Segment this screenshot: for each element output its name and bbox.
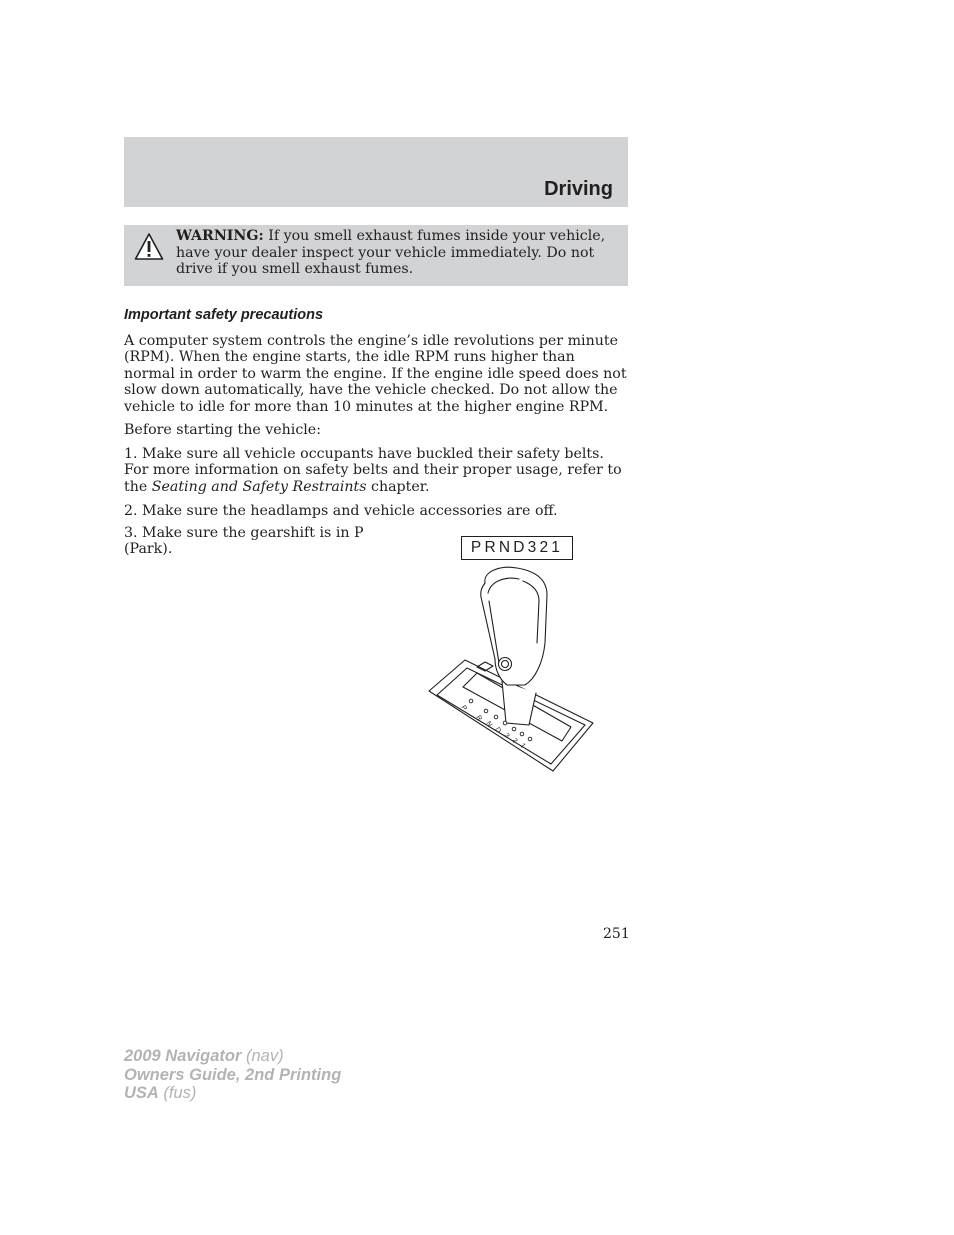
step-1-paragraph <box>124 446 629 495</box>
section-title: Driving <box>544 178 613 200</box>
intro-paragraph: A computer system controls the engine’s idle revolutions per minute (RPM). When the engine starts, the idle RPM runs higher than normal in order to warm the engine. If the engine idle speed does not slow down automatically, have the vehicle checked. Do not allow the vehicle to idle for more than 10 minutes at the higher engine RPM. <box>124 333 627 415</box>
warning-label: WARNING: <box>176 228 264 244</box>
gate-label-3: 3 <box>502 732 511 740</box>
gate-label-1: 1 <box>518 742 527 750</box>
gate-label-r: R <box>474 714 483 723</box>
gate-label-2: 2 <box>510 737 519 745</box>
footer-line-1: 2009 Navigator (nav) <box>124 1047 284 1065</box>
warning-box <box>124 225 628 286</box>
gate-label-n: N <box>484 720 493 729</box>
before-starting-paragraph: Before starting the vehicle: <box>124 422 321 438</box>
subheading: Important safety precautions <box>124 307 324 323</box>
step-1-end: chapter. <box>366 478 430 495</box>
footer-line-3: USA (fus) <box>124 1084 197 1102</box>
warning-text: If you smell exhaust fumes inside your vehicle, have your dealer inspect your vehicle immediately. Do not drive if you smell exhaust fumes. <box>176 228 606 278</box>
gear-indicator-label: PRND321 <box>461 536 573 560</box>
footer-line-2: Owners Guide, 2nd Printing <box>124 1065 342 1084</box>
gate-label-p: P <box>459 704 468 713</box>
step-2-paragraph: 2. Make sure the headlamps and vehicle accessories are off. <box>124 503 558 519</box>
chapter-reference: Seating and Safety Restraints <box>151 478 367 495</box>
footer-edition-info <box>124 1047 341 1103</box>
section-header-band <box>124 137 628 207</box>
gearshift-illustration <box>425 563 600 778</box>
step-1-text: 1. Make sure all vehicle occupants have buckled their safety belts. For more information on safety belts and their proper usage, refer to the <box>124 446 622 495</box>
page-number: 251 <box>603 926 630 942</box>
warning-triangle-icon <box>134 232 164 262</box>
gate-label-d: D <box>493 726 502 735</box>
step-3-paragraph: 3. Make sure the gearshift is in P (Park). <box>124 525 364 558</box>
